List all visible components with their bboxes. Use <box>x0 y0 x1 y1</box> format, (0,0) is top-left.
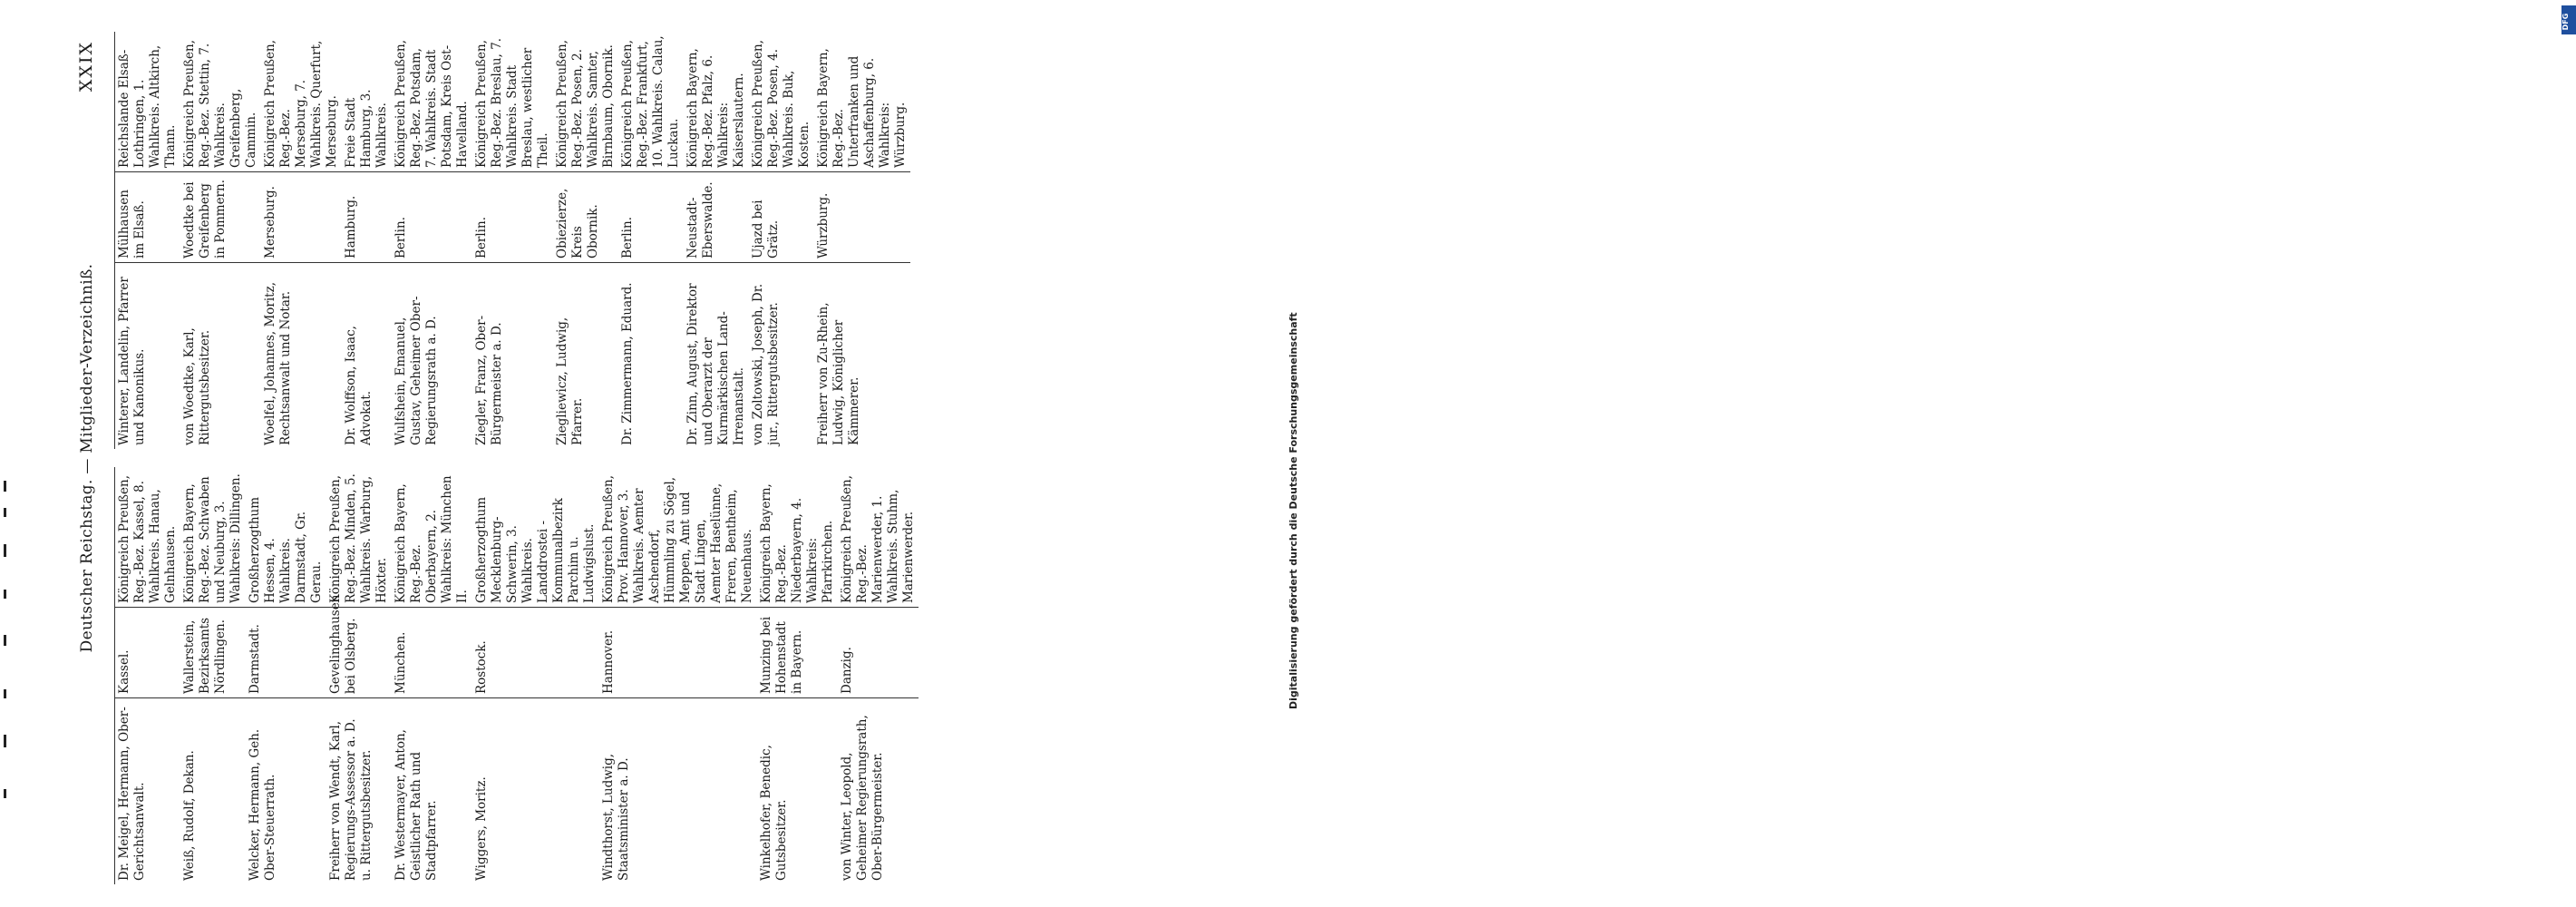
member-residence: Merseburg. <box>261 172 342 263</box>
member-name: Wulfshein, Emanuel, Gustav, Geheimer Ober-Regierungsrath a. D. <box>394 296 439 445</box>
member-row <box>749 32 814 449</box>
member-row <box>599 467 757 884</box>
scan-mark <box>4 689 6 698</box>
member-row <box>472 467 599 884</box>
member-row <box>757 467 838 884</box>
member-row <box>180 32 261 449</box>
digitization-credit: Digitalisierung gefördert durch die Deutsche Forschungsgemeinschaft <box>1288 312 1299 709</box>
member-name: Ziegliewicz, Ludwig, Pfarrer. <box>555 317 585 445</box>
member-district: Königreich Preußen, Reg.-Bez. Marienwerder, 1. Wahlkreis. Stuhm, Marienwerder. <box>838 467 919 608</box>
member-district: Königreich Preußen, Reg.-Bez. Posen, 2. Wahlkreis. Samter, Birnbaum, Obornik. <box>553 32 618 172</box>
member-name: Dr. Meigel, Hermann, Ober-Gerichtsanwalt. <box>117 707 147 881</box>
member-residence: Berlin. <box>618 172 684 263</box>
rotated-page-content <box>73 32 1242 884</box>
member-row <box>246 467 326 884</box>
member-district: Königreich Bayern, Reg.-Bez. Unterfranken und Aschaffenburg, 6. Wahlkreis: Würzburg. <box>814 32 910 172</box>
member-district: Königreich Bayern, Reg.-Bez. Oberbayern, 2. Wahlkreis: München II. <box>392 467 472 608</box>
member-district: Freie Stadt Hamburg, 3. Wahlkreis. <box>342 32 392 172</box>
scan-mark <box>4 590 6 599</box>
member-district: Reichslande Elsaß-Lothringen, 1. Wahlkreis. Altkirch, Thann. <box>115 32 180 172</box>
left-member-table <box>114 467 919 884</box>
member-row <box>618 32 684 449</box>
member-residence: Danzig. <box>838 608 919 698</box>
member-district: Königreich Bayern, Reg.-Bez. Schwaben und Neuburg, 3. Wahlkreis: Dillingen. <box>180 467 246 608</box>
member-name: Woelfel, Johannes, Moritz, Rechtsanwalt und Notar. <box>263 281 293 445</box>
member-name: Windthorst, Ludwig, Staatsminister a. D. <box>601 753 631 881</box>
member-row <box>684 32 749 449</box>
member-residence: Berlin. <box>472 172 553 263</box>
member-name: Dr. Zimmermann, Eduard. <box>620 282 635 445</box>
member-residence: Rostock. <box>472 608 599 698</box>
member-district: Großherzogthum Mecklenburg-Schwerin, 3. Wahlkreis. Landdrostei - Kommunalbezirk Parchim u. Ludwigslust. <box>472 467 599 608</box>
right-member-table <box>114 32 910 449</box>
member-row <box>553 32 618 449</box>
member-residence: Neustadt-Eberswalde. <box>684 172 749 263</box>
member-residence: Würzburg. <box>814 172 910 263</box>
member-name: Welcker, Hermann, Geh. Ober-Steuerrath. <box>248 728 277 881</box>
scan-mark <box>4 481 6 492</box>
scan-mark <box>4 508 6 517</box>
member-name: Dr. Wolffson, Isaac, Advokat. <box>344 326 374 445</box>
running-title: Deutscher Reichstag. — Mitglieder-Verzeichniß. <box>78 263 96 653</box>
member-row <box>838 467 919 884</box>
scan-mark <box>4 635 6 646</box>
member-district: Königreich Preußen, Reg.-Bez. Kassel, 8. Wahlkreis. Hanau, Gelnhausen. <box>115 467 180 608</box>
member-row <box>392 32 472 449</box>
scan-mark <box>4 789 6 798</box>
member-residence: Kassel. <box>115 608 180 698</box>
member-residence: Darmstadt. <box>246 608 326 698</box>
member-name: Weiß, Rudolf, Dekan. <box>182 750 197 881</box>
member-name: Freiherr von Zu-Rhein, Ludwig, Königlicher Kämmerer. <box>816 302 861 445</box>
member-residence: Berlin. <box>392 172 472 263</box>
page-number: XXIX <box>76 41 96 93</box>
member-district: Königreich Preußen, Reg.-Bez. Minden, 5. Wahlkreis. Warburg, Höxter. <box>326 467 392 608</box>
member-row <box>115 467 180 884</box>
member-residence: Hannover. <box>599 608 757 698</box>
member-district: Königreich Preußen, Reg.-Bez. Potsdam, 7. Wahlkreis. Stadt Potsdam, Kreis Ost-Havelland. <box>392 32 472 172</box>
scan-mark <box>4 544 6 557</box>
member-name: Wiggers, Moritz. <box>474 776 489 881</box>
member-district: Königreich Preußen, Reg.-Bez. Merseburg, 7. Wahlkreis. Querfurt, Merseburg. <box>261 32 342 172</box>
member-name: Freiherr von Wendt, Karl, Regierungs-Assessor a. D. u. Rittergutsbesitzer. <box>328 718 374 881</box>
member-row <box>392 467 472 884</box>
member-district: Königreich Preußen, Reg.-Bez. Posen, 4. Wahlkreis. Buk, Kosten. <box>749 32 814 172</box>
member-row <box>180 467 246 884</box>
member-name: Winkelhofer, Benedic, Gutsbesitzer. <box>759 745 789 881</box>
member-residence: Hamburg. <box>342 172 392 263</box>
scan-mark <box>4 735 6 747</box>
member-residence: Woedtke bei Greifenberg in Pommern. <box>180 172 261 263</box>
member-row <box>342 32 392 449</box>
member-residence: Obiezierze, Kreis Obornik. <box>553 172 618 263</box>
member-district: Großherzogthum Hessen, 4. Wahlkreis. Darmstadt, Gr. Gerau. <box>246 467 326 608</box>
member-name: von Winter, Leopold, Geheimer Regierungsrath, Ober-Bürgermeister. <box>840 715 885 881</box>
member-district: Königreich Bayern, Reg.-Bez. Pfalz, 6. Wahlkreis: Kaiserslautern. <box>684 32 749 172</box>
page-header <box>73 32 109 884</box>
member-residence: Munzing bei Hohenstadt in Bayern. <box>757 608 838 698</box>
member-residence: München. <box>392 608 472 698</box>
member-row <box>814 32 910 449</box>
member-name: Ziegler, Franz, Ober-Bürgermeister a. D. <box>474 315 504 445</box>
member-name: Winterer, Landelin, Pfarrer und Kanonikus. <box>117 277 147 445</box>
member-district: Königreich Preußen, Reg.-Bez. Breslau, 7. Wahlkreis. Stadt Breslau, westlicher Theil. <box>472 32 553 172</box>
member-name: von Woedtke, Karl, Rittergutsbesitzer. <box>182 327 212 445</box>
member-row <box>115 32 180 449</box>
member-name: von Zoltowski, Joseph, Dr. jur., Rittergutsbesitzer. <box>751 283 781 445</box>
member-row <box>326 467 392 884</box>
member-district: Königreich Preußen, Reg.-Bez. Stettin, 7. Wahlkreis. Greifenberg, Cammin. <box>180 32 261 172</box>
dfg-logo: DFG <box>2561 5 2576 34</box>
member-residence: Gevelinghausen bei Olsberg. <box>326 608 392 698</box>
member-name: Dr. Zinn, August, Direktor und Oberarzt der Kurmärkischen Land-Irrenanstalt. <box>685 283 746 445</box>
member-residence: Ujazd bei Grätz. <box>749 172 814 263</box>
member-row <box>472 32 553 449</box>
member-residence: Wallerstein, Bezirksamts Nördlingen. <box>180 608 246 698</box>
member-district: Königreich Preußen, Prov. Hannover, 3. Wahlkreis. Aemter Aschendorf, Hümmling zu Sögel, Meppen, Amt und Stadt Lingen, Aemter Haselünne, Freren, Bentheim, Neuenhaus. <box>599 467 757 608</box>
member-name: Dr. Westermayer, Anton, Geistlicher Rath und Stadtpfarrer. <box>394 729 439 881</box>
member-district: Königreich Preußen, Reg.-Bez. Frankfurt, 10. Wahlkreis. Calau, Luckau. <box>618 32 684 172</box>
member-row <box>261 32 342 449</box>
member-district: Königreich Bayern, Reg.-Bez. Niederbayern, 4. Wahlkreis: Pfarrkirchen. <box>757 467 838 608</box>
member-residence: Mülhausen im Elsaß. <box>115 172 180 263</box>
